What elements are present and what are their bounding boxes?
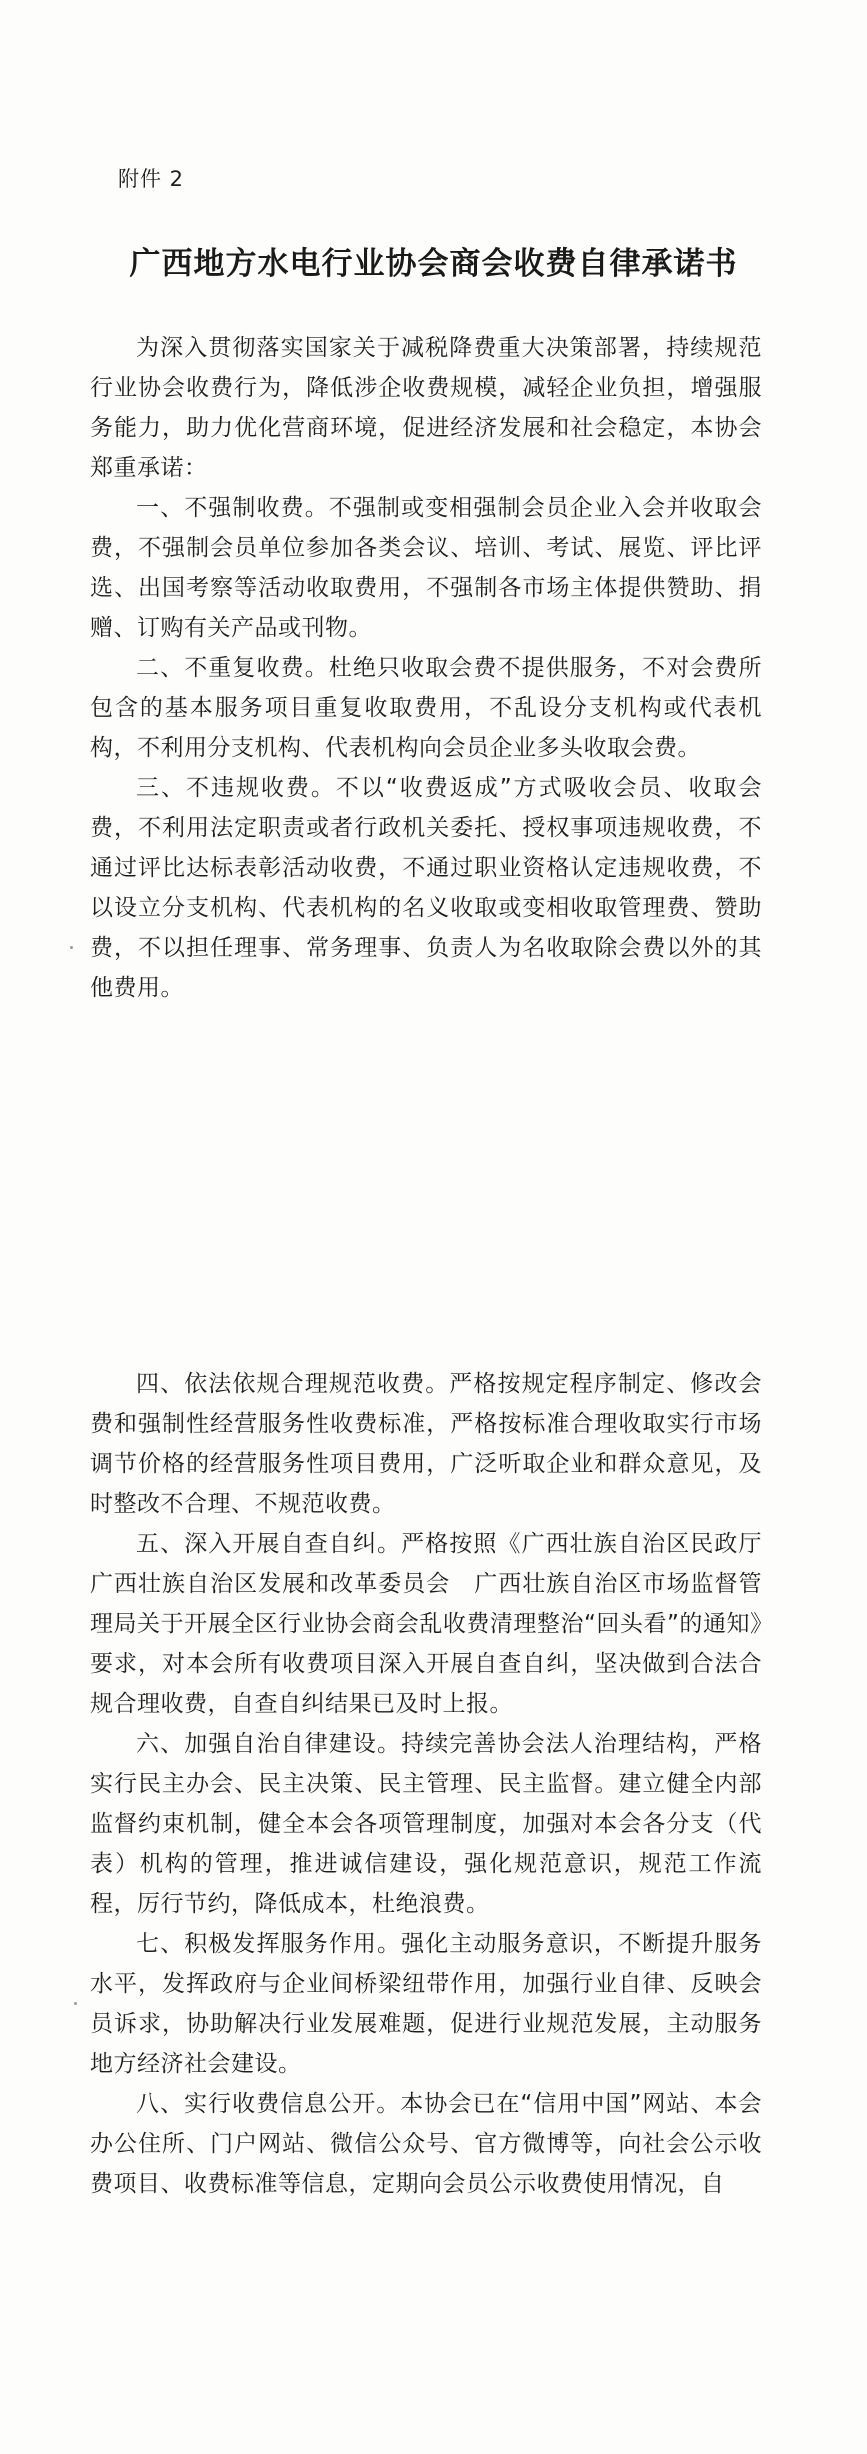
commitment-body-top [90, 328, 762, 1008]
commitment-paragraph-2: 二、不重复收费。杜绝只收取会费不提供服务，不对会费所包含的基本服务项目重复收取费用，不乱设分支机构或代表机构，不利用分支机构、代表机构向会员企业多头收取会费。 [90, 655, 762, 761]
commitment-paragraph-6: 六、加强自治自律建设。持续完善协会法人治理结构，严格实行民主办会、民主决策、民主管理、民主监督。建立健全内部监督约束机制，健全本会各项管理制度，加强对本会各分支（代表）机构的管理，推进诚信建设，强化规范意识，规范工作流程，厉行节约，降低成本，杜绝浪费。 [90, 1731, 762, 1917]
document-title: 广西地方水电行业协会商会收费自律承诺书 [129, 246, 738, 282]
commitment-paragraph-3: 三、不违规收费。不以“收费返成”方式吸收会员、收取会费，不利用法定职责或者行政机关委托、授权事项违规收费，不通过评比达标表彰活动收费，不通过职业资格认定违规收费，不以设立分支机构、代表机构的名义收取或变相收取管理费、赞助费，不以担任理事、常务理事、负责人为名收取除会费以外的其他费用。 [90, 775, 762, 1001]
commitment-paragraph-7: 七、积极发挥服务作用。强化主动服务意识，不断提升服务水平，发挥政府与企业间桥梁纽带作用，加强行业自律、反映会员诉求，协助解决行业发展难题，促进行业规范发展，主动服务地方经济社会建设。 [90, 1931, 762, 2077]
scan-speck [70, 946, 73, 949]
commitment-body-bottom [90, 1364, 762, 2204]
commitment-paragraph-5: 五、深入开展自查自纠。严格按照《广西壮族自治区民政厅 广西壮族自治区发展和改革委员会 广西壮族自治区市场监督管理局关于开展全区行业协会商会乱收费清理整治“回头看”的通知》要求，对本会所有收费项目深入开展自查自纠，坚决做到合法合规合理收费，自查自纠结果已及时上报。 [90, 1531, 762, 1717]
scan-speck [74, 2002, 77, 2005]
intro-paragraph: 为深入贯彻落实国家关于减税降费重大决策部署，持续规范行业协会收费行为，降低涉企收费规模，减轻企业负担，增强服务能力，助力优化营商环境，促进经济发展和社会稳定，本协会郑重承诺： [90, 335, 762, 481]
commitment-paragraph-1: 一、不强制收费。不强制或变相强制会员企业入会并收取会费，不强制会员单位参加各类会议、培训、考试、展览、评比评选、出国考察等活动收取费用，不强制各市场主体提供赞助、捐赠、订购有关产品或刊物。 [90, 495, 762, 641]
commitment-paragraph-8: 八、实行收费信息公开。本协会已在“信用中国”网站、本会办公住所、门户网站、微信公众号、官方微博等，向社会公示收费项目、收费标准等信息，定期向会员公示收费使用情况，自 [90, 2091, 762, 2197]
commitment-paragraph-4: 四、依法依规合理规范收费。严格按规定程序制定、修改会费和强制性经营服务性收费标准，严格按标准合理收取实行市场调节价格的经营服务性项目费用，广泛听取企业和群众意见，及时整改不合理、不规范收费。 [90, 1371, 762, 1517]
attachment-label: 附件 2 [118, 167, 185, 191]
